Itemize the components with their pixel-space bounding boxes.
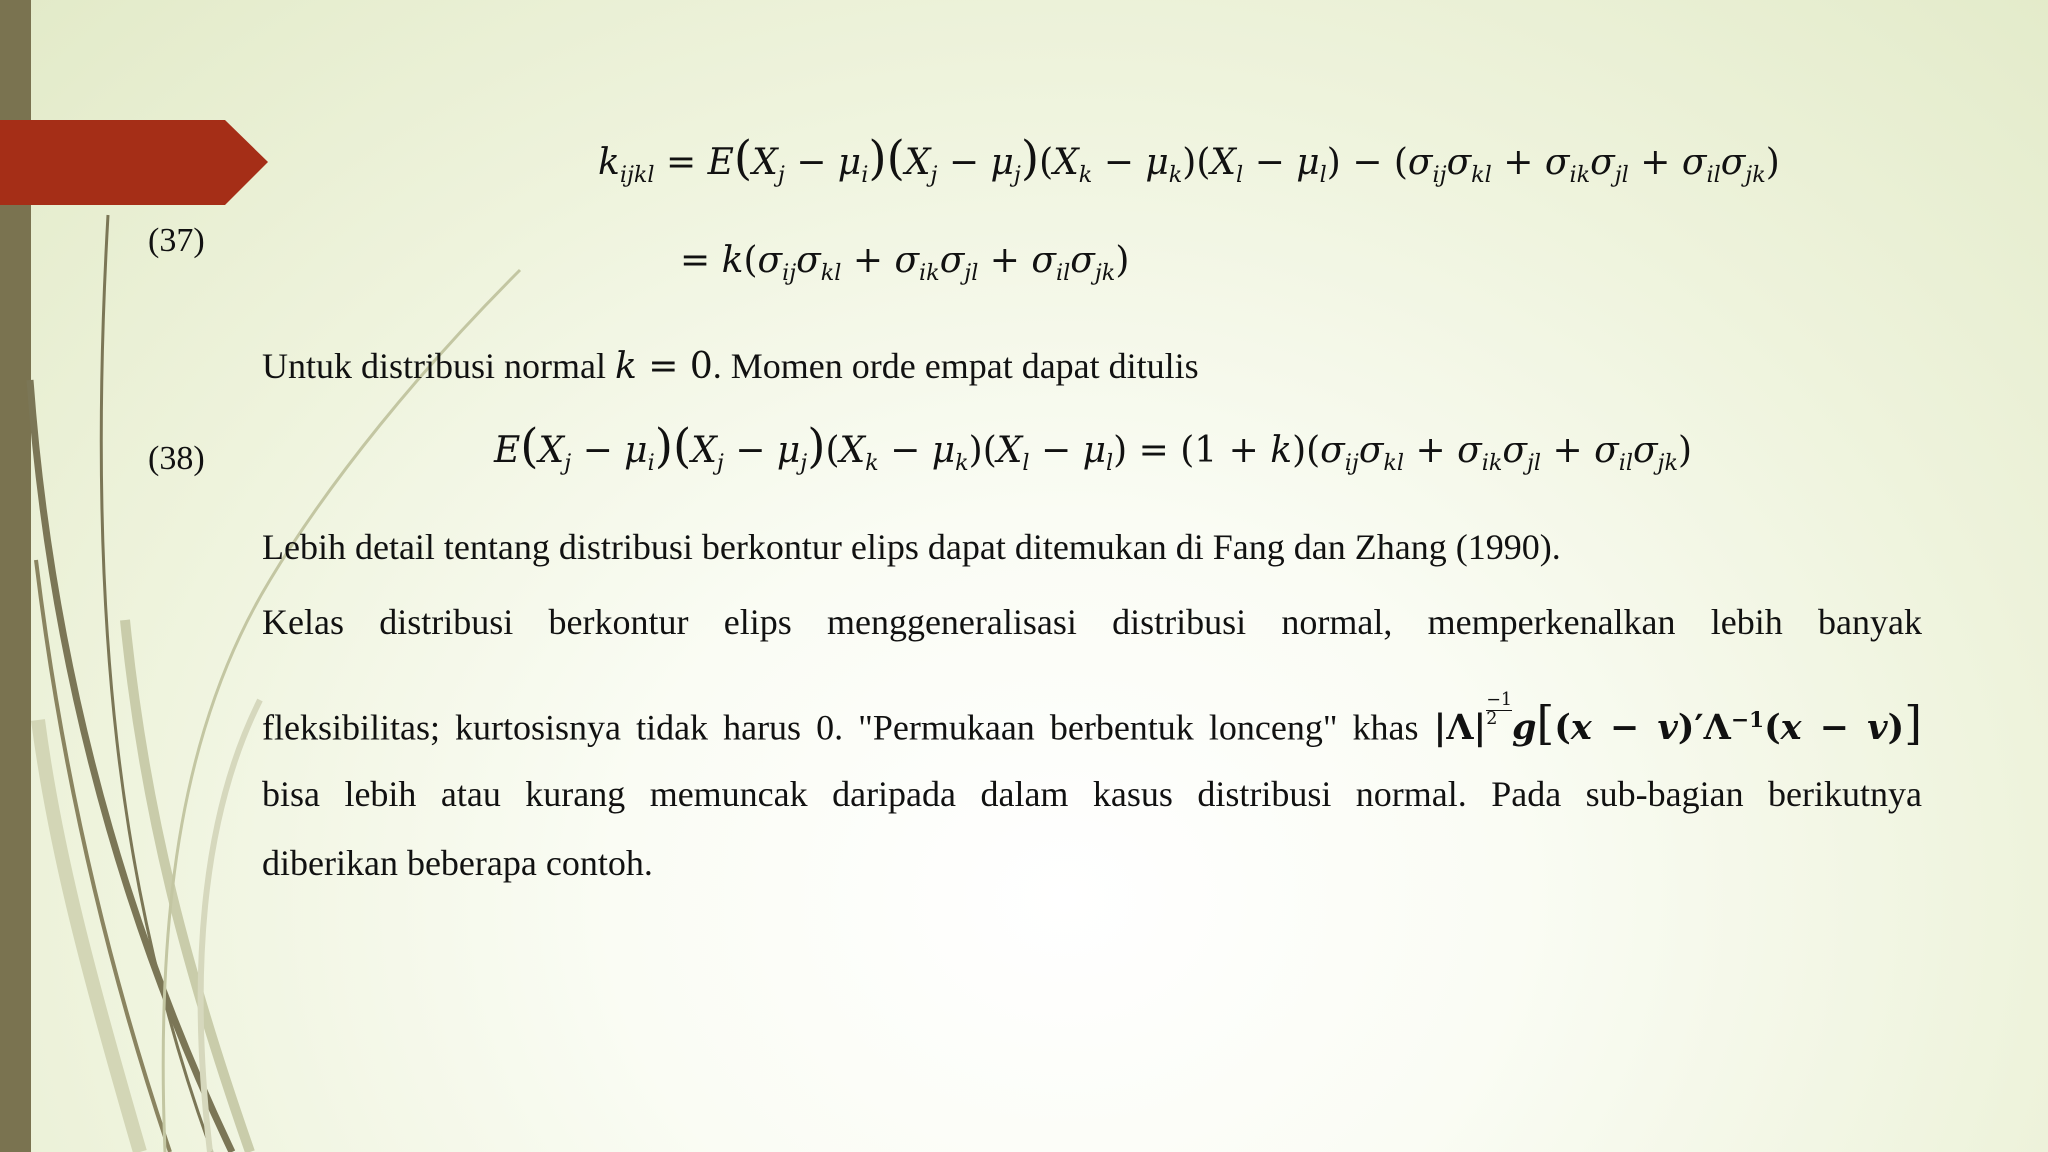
equation-37-line1: $k_{ijkl} = E(X_j - \mu_i)(X_j - \mu_j)(X_k - \mu_k)(X_l - \mu_l) - (\sigma_{ij}\sigma_{kl} + \sigma_{ik}\sigma_{jl} + \sigma_{il}\sigma_{jk})$ [598,132,1780,188]
normal-prefix-text: Untuk distribusi normal [262,346,615,386]
equation-38: $E(X_j - \mu_i)(X_j - \mu_j)(X_k - \mu_k)(X_l - \mu_l) = (1 + k)(\sigma_{ij}\sigma_{kl} + \sigma_{ik}\sigma_{jl} + \sigma_{il}\sigma_{jk})$ [494,420,1693,476]
accent-arrow [0,120,268,205]
reference-sentence: Lebih detail tentang distribusi berkontur elips dapat ditemukan di Fang dan Zhang (1990). [262,527,1561,567]
equation-37-line2: = $k(\sigma_{ij}\sigma_{kl} + \sigma_{ik}\sigma_{jl} + \sigma_{il}\sigma_{jk})$ [680,240,1130,286]
class-line2-text: fleksibilitas; kurtosisnya tidak harus 0. "Permukaan berbentuk lonceng" khas [262,707,1434,748]
normal-suffix-text: . Momen orde empat dapat ditulis [712,346,1199,386]
class-paragraph-line-2 [262,692,1922,752]
equation-number-38: (38) [148,440,205,477]
normal-distribution-sentence [262,345,1922,388]
bell-shaped-formula: |Λ| $\frac{-1}{2}$ $g[(x - v)'\Lambda^{-1}(x - v)]$ [1433,690,1922,751]
class-paragraph-line-4: diberikan beberapa contoh. [262,843,653,883]
class-paragraph-line-3: bisa lebih atau kurang memuncak daripada dalam kasus distribusi normal. Pada sub-bagian berikutnya [262,774,1922,814]
k-equals-zero: k = 0 [615,346,713,387]
equation-number-37: (37) [148,222,205,259]
class-paragraph-line-1: Kelas distribusi berkontur elips menggeneralisasi distribusi normal, memperkenalkan lebih banyak [262,602,1922,642]
